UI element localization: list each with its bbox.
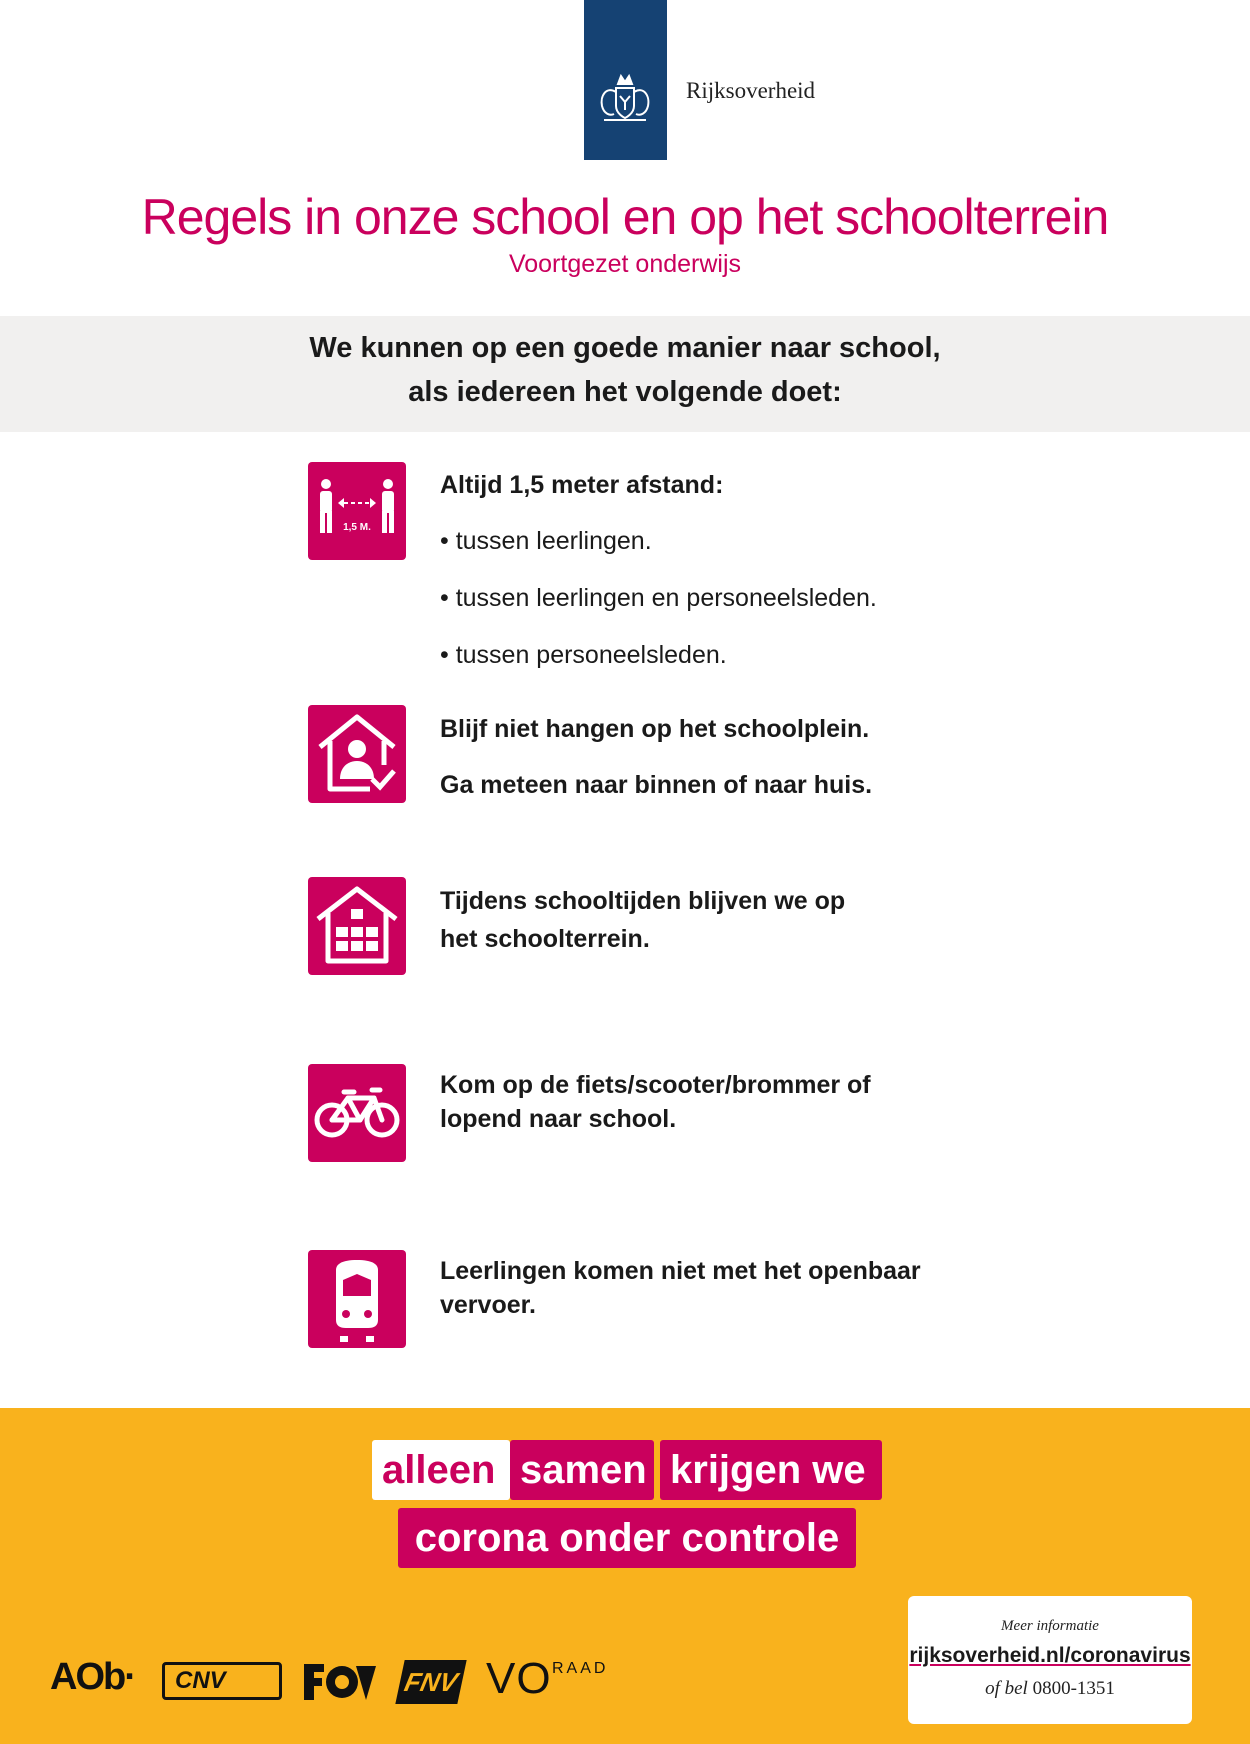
slogan-words-krijgen-we: krijgen we [660, 1440, 882, 1500]
rule-2-line-2: Ga meteen naar binnen of naar huis. [440, 771, 873, 799]
logo-wordmark: Rijksoverheid [686, 78, 816, 103]
rule-1-heading: Altijd 1,5 meter afstand: [440, 471, 724, 499]
rule-1-bullet-3: • tussen personeelsleden. [440, 641, 727, 669]
info-label: Meer informatie [1001, 1618, 1099, 1634]
distance-icon [308, 462, 406, 560]
info-link[interactable]: rijksoverheid.nl/coronavirus [909, 1644, 1191, 1667]
fnv-logo: FNV [395, 1660, 466, 1704]
info-box [908, 1596, 1192, 1724]
intro-band [0, 316, 1250, 432]
slogan-word-samen: samen [510, 1440, 654, 1500]
rule-4-line-1: Kom op de fiets/scooter/brommer of [440, 1071, 871, 1099]
intro-line-2: als iedereen het volgende doet: [408, 376, 842, 408]
page-title: Regels in onze school en op het schoolterrein [141, 189, 1109, 245]
slogan-line-2: corona onder controle [398, 1508, 856, 1568]
rule-5-line-1: Leerlingen komen niet met het openbaar [440, 1257, 921, 1285]
page-subtitle: Voortgezet onderwijs [508, 250, 742, 278]
cnv-logo: CNV [162, 1662, 282, 1700]
intro-line-1: We kunnen op een goede manier naar school, [309, 332, 941, 364]
info-phone-prefix: of bel [985, 1678, 1028, 1699]
vo-raad-logo: VO [486, 1654, 552, 1703]
train-icon [308, 1250, 406, 1348]
rule-3-line-1: Tijdens schooltijden blijven we op [440, 887, 846, 915]
rule-1-bullet-2: • tussen leerlingen en personeelsleden. [440, 584, 877, 612]
bicycle-icon [308, 1064, 406, 1162]
coat-of-arms-icon [590, 70, 661, 140]
slogan-word-alleen: alleen [372, 1440, 510, 1500]
fov-logo [302, 1660, 378, 1709]
rule-3-line-2: het schoolterrein. [440, 925, 650, 953]
vo-raad-logo-suffix: RAAD [552, 1660, 609, 1677]
rule-1-bullet-1: • tussen leerlingen. [440, 527, 652, 555]
info-phone [908, 1678, 1192, 1700]
rule-4-line-2: lopend naar school. [440, 1105, 677, 1133]
info-phone-number: 0800-1351 [1032, 1678, 1115, 1699]
rule-2-line-1: Blijf niet hangen op het schoolplein. [440, 715, 870, 743]
distance-icon-label: 1,5 M. [343, 522, 371, 533]
aob-logo: AOb· [50, 1656, 135, 1698]
rijksoverheid-logo-bar [584, 0, 667, 160]
rule-5-line-2: vervoer. [440, 1291, 536, 1319]
school-building-icon [308, 877, 406, 975]
house-person-check-icon [308, 705, 406, 803]
